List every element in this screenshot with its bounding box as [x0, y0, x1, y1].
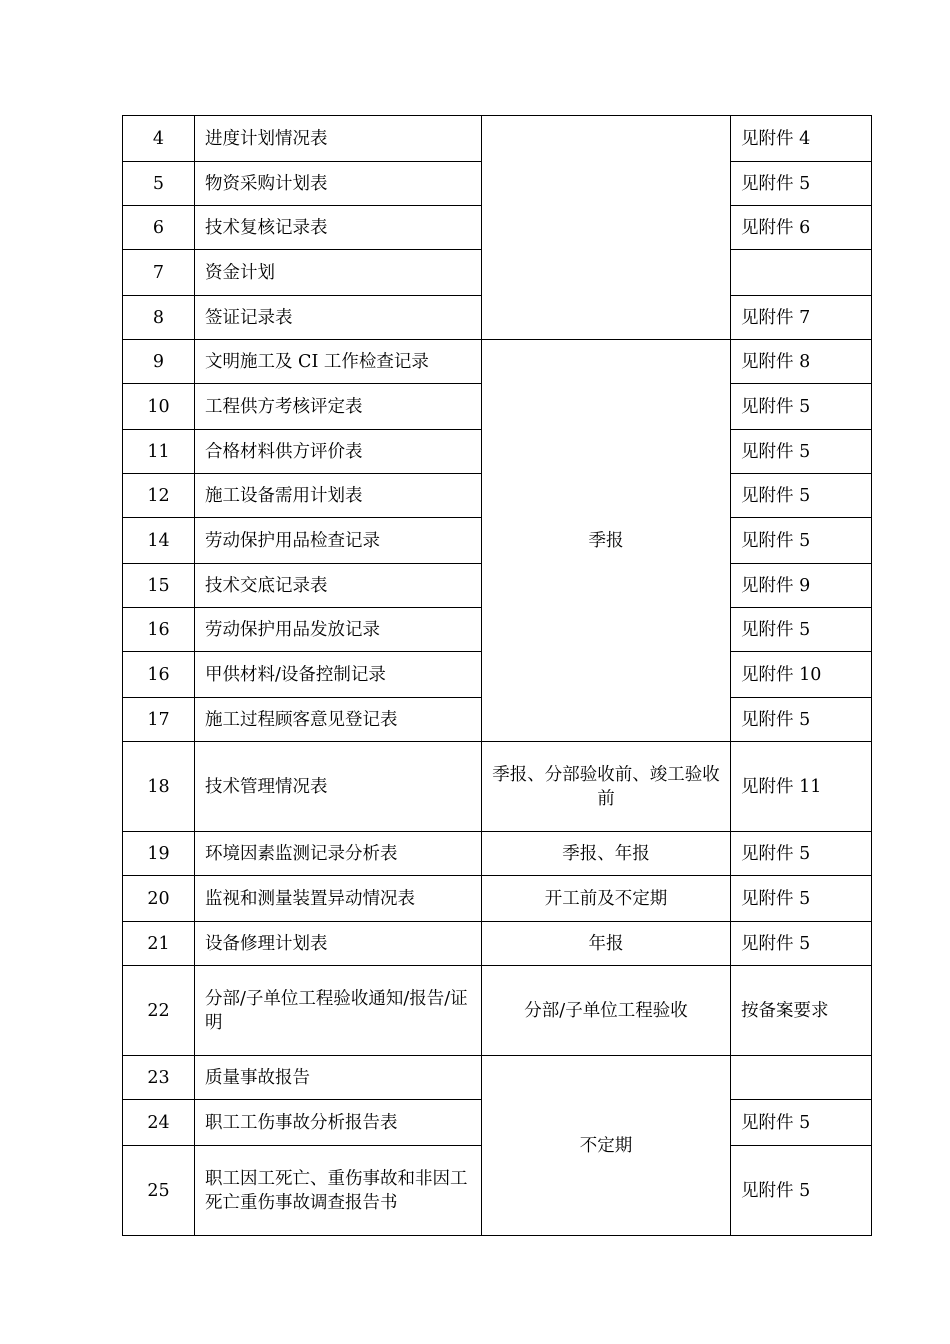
record-name: 甲供材料/设备控制记录 — [195, 652, 482, 698]
frequency-cell: 季报、分部验收前、竣工验收前 — [482, 742, 731, 832]
row-number: 19 — [123, 832, 195, 876]
attachment-note: 见附件 9 — [731, 564, 872, 608]
record-name: 劳动保护用品发放记录 — [195, 608, 482, 652]
row-number: 7 — [123, 250, 195, 296]
row-number: 4 — [123, 116, 195, 162]
record-name: 施工过程顾客意见登记表 — [195, 698, 482, 742]
attachment-note — [731, 250, 872, 296]
row-number: 16 — [123, 608, 195, 652]
record-name: 进度计划情况表 — [195, 116, 482, 162]
attachment-note: 见附件 5 — [731, 162, 872, 206]
attachment-note: 见附件 5 — [731, 698, 872, 742]
attachment-note: 见附件 8 — [731, 340, 872, 384]
attachment-note — [731, 1056, 872, 1100]
attachment-note: 见附件 5 — [731, 430, 872, 474]
row-number: 17 — [123, 698, 195, 742]
row-number: 24 — [123, 1100, 195, 1146]
row-number: 18 — [123, 742, 195, 832]
record-name: 物资采购计划表 — [195, 162, 482, 206]
row-number: 20 — [123, 876, 195, 922]
row-number: 6 — [123, 206, 195, 250]
record-name: 合格材料供方评价表 — [195, 430, 482, 474]
attachment-note: 见附件 5 — [731, 384, 872, 430]
frequency-cell: 不定期 — [482, 1056, 731, 1236]
attachment-note: 见附件 5 — [731, 876, 872, 922]
record-name: 质量事故报告 — [195, 1056, 482, 1100]
record-name: 环境因素监测记录分析表 — [195, 832, 482, 876]
row-number: 14 — [123, 518, 195, 564]
attachment-note: 见附件 7 — [731, 296, 872, 340]
table-row — [123, 1056, 872, 1100]
row-number: 21 — [123, 922, 195, 966]
frequency-cell: 开工前及不定期 — [482, 876, 731, 922]
record-name: 设备修理计划表 — [195, 922, 482, 966]
table-row — [123, 116, 872, 162]
frequency-cell — [482, 116, 731, 340]
record-name: 职工因工死亡、重伤事故和非因工死亡重伤事故调查报告书 — [195, 1146, 482, 1236]
attachment-note: 见附件 5 — [731, 832, 872, 876]
attachment-note: 见附件 5 — [731, 1146, 872, 1236]
attachment-note: 见附件 5 — [731, 1100, 872, 1146]
record-name: 技术复核记录表 — [195, 206, 482, 250]
row-number: 10 — [123, 384, 195, 430]
record-name: 分部/子单位工程验收通知/报告/证明 — [195, 966, 482, 1056]
attachment-note: 见附件 5 — [731, 922, 872, 966]
table-row — [123, 742, 872, 832]
record-name: 签证记录表 — [195, 296, 482, 340]
frequency-cell: 年报 — [482, 922, 731, 966]
row-number: 12 — [123, 474, 195, 518]
row-number: 15 — [123, 564, 195, 608]
record-name: 工程供方考核评定表 — [195, 384, 482, 430]
attachment-note: 见附件 10 — [731, 652, 872, 698]
attachment-note: 见附件 5 — [731, 474, 872, 518]
attachment-note: 见附件 6 — [731, 206, 872, 250]
frequency-cell: 季报、年报 — [482, 832, 731, 876]
row-number: 25 — [123, 1146, 195, 1236]
table-row — [123, 922, 872, 966]
attachment-note: 见附件 4 — [731, 116, 872, 162]
table-row — [123, 340, 872, 384]
attachment-note: 见附件 11 — [731, 742, 872, 832]
table-row — [123, 832, 872, 876]
attachment-note: 见附件 5 — [731, 608, 872, 652]
record-name: 资金计划 — [195, 250, 482, 296]
frequency-cell: 季报 — [482, 340, 731, 742]
record-name: 施工设备需用计划表 — [195, 474, 482, 518]
row-number: 11 — [123, 430, 195, 474]
frequency-cell: 分部/子单位工程验收 — [482, 966, 731, 1056]
attachment-note: 按备案要求 — [731, 966, 872, 1056]
record-name: 监视和测量装置异动情况表 — [195, 876, 482, 922]
row-number: 5 — [123, 162, 195, 206]
attachment-note: 见附件 5 — [731, 518, 872, 564]
record-name: 职工工伤事故分析报告表 — [195, 1100, 482, 1146]
record-name: 文明施工及 CI 工作检查记录 — [195, 340, 482, 384]
row-number: 22 — [123, 966, 195, 1056]
record-table — [122, 115, 872, 1236]
row-number: 8 — [123, 296, 195, 340]
record-name: 技术交底记录表 — [195, 564, 482, 608]
table-row — [123, 876, 872, 922]
row-number: 9 — [123, 340, 195, 384]
table-row — [123, 966, 872, 1056]
row-number: 16 — [123, 652, 195, 698]
row-number: 23 — [123, 1056, 195, 1100]
record-name: 技术管理情况表 — [195, 742, 482, 832]
record-name: 劳动保护用品检查记录 — [195, 518, 482, 564]
